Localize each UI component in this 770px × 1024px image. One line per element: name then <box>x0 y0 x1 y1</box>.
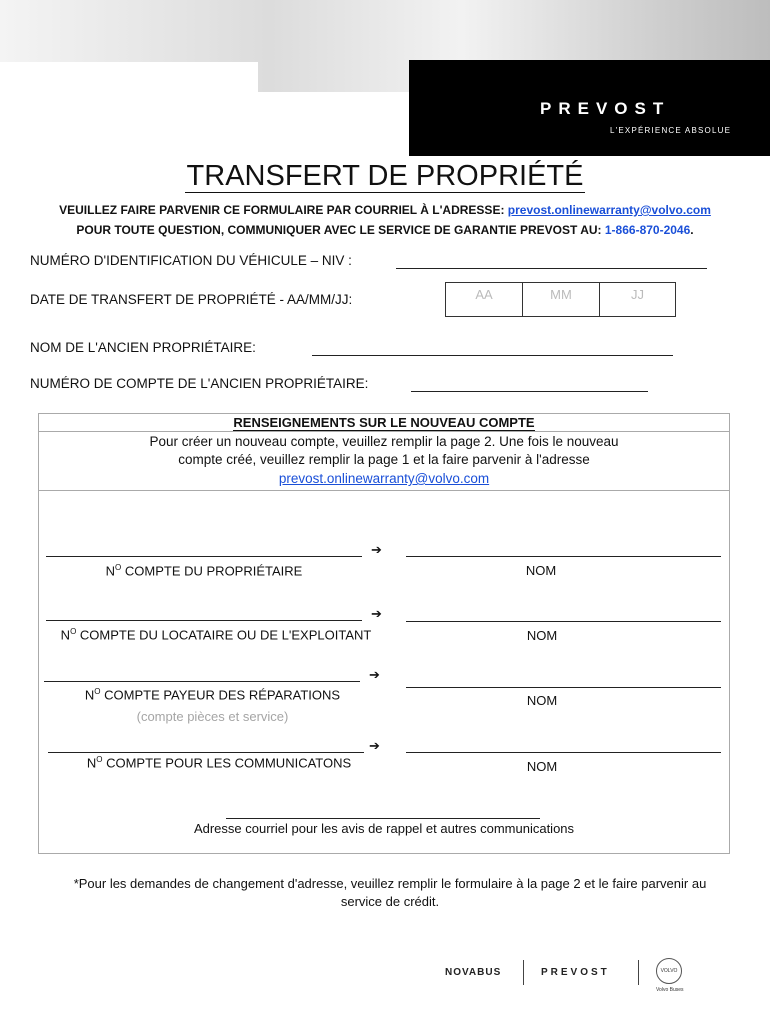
comms-name-label: NOM <box>526 759 558 774</box>
repairs-name-label: NOM <box>526 693 558 708</box>
owner-name-input-line[interactable] <box>406 556 721 557</box>
new-account-intro-email <box>38 471 730 486</box>
new-account-intro-1: Pour créer un nouveau compte, veuillez remplir la page 2. Une fois le nouveau <box>149 434 619 449</box>
footnote-line-1: *Pour les demandes de changement d'adresse, veuillez remplir le formulaire à la page 2 et le faire parvenir au <box>73 876 707 891</box>
date-year-box[interactable]: AA <box>445 282 523 317</box>
former-owner-label: NOM DE L'ANCIEN PROPRIÉTAIRE: <box>30 340 256 355</box>
date-month-box[interactable]: MM <box>522 282 600 317</box>
transfer-date-label: DATE DE TRANSFERT DE PROPRIÉTÉ - AA/MM/JJ: <box>30 292 353 307</box>
repairs-account-sublabel: (compte pièces et service) <box>136 709 289 724</box>
arrow-icon: ➔ <box>369 738 380 753</box>
prevost-footer-logo: PREVOST <box>541 967 610 978</box>
lessee-account-label: $N^O$ COMPTE DU LOCATAIRE OU DE L'EXPLOITANT <box>60 627 372 643</box>
arrow-icon: ➔ <box>369 667 380 682</box>
notification-email-label: Adresse courriel pour les avis de rappel et autres communications <box>193 821 575 836</box>
instruction-line-1: VEUILLEZ FAIRE PARVENIR CE FORMULAIRE PAR COURRIEL À L'ADRESSE: prevost.onlinewarranty@volvo.com <box>59 203 711 217</box>
vin-label: NUMÉRO D'IDENTIFICATION DU VÉHICULE – NIV : <box>30 253 352 268</box>
owner-account-label: $N^O$ COMPTE DU PROPRIÉTAIRE <box>105 563 303 579</box>
volvo-buses-text: Volvo Buses <box>656 987 684 993</box>
lessee-account-input-line[interactable] <box>46 620 362 621</box>
repairs-account-input-line[interactable] <box>44 681 360 682</box>
novabus-logo: NOVABUS <box>445 967 502 978</box>
lessee-name-input-line[interactable] <box>406 621 721 622</box>
repairs-account-label: $N^O$ COMPTE PAYEUR DES RÉPARATIONS <box>84 687 341 703</box>
footnote <box>40 875 740 911</box>
footer-divider <box>523 960 524 985</box>
page-title: TRANSFERT DE PROPRIÉTÉ <box>186 160 584 192</box>
phone-number[interactable]: 1-866-870-2046 <box>604 223 691 237</box>
arrow-icon: ➔ <box>371 606 382 621</box>
arrow-icon: ➔ <box>371 542 382 557</box>
header-white-band <box>0 62 258 96</box>
former-account-label: NUMÉRO DE COMPTE DE L'ANCIEN PROPRIÉTAIRE: <box>30 376 369 391</box>
notification-email-input-line[interactable] <box>226 818 540 819</box>
vin-input-line[interactable] <box>396 268 707 269</box>
footnote-line-2: service de crédit. <box>340 894 440 909</box>
footer-divider <box>638 960 639 985</box>
owner-account-input-line[interactable] <box>46 556 362 557</box>
instruction-line-2: POUR TOUTE QUESTION, COMMUNIQUER AVEC LE SERVICE DE GARANTIE PREVOST AU: 1-866-870-2046. <box>76 223 694 237</box>
comms-account-label: $N^O$ COMPTE POUR LES COMMUNICATONS <box>86 755 352 771</box>
new-account-intro-2: compte créé, veuillez remplir la page 1 et la faire parvenir à l'adresse <box>178 452 590 467</box>
former-owner-input-line[interactable] <box>312 355 673 356</box>
new-account-heading: RENSEIGNEMENTS SUR LE NOUVEAU COMPTE <box>38 413 730 432</box>
lessee-name-label: NOM <box>526 628 558 643</box>
repairs-name-input-line[interactable] <box>406 687 721 688</box>
prevost-logo: PREVOST <box>540 99 671 118</box>
date-day-box[interactable]: JJ <box>599 282 676 317</box>
comms-name-input-line[interactable] <box>406 752 721 753</box>
comms-account-input-line[interactable] <box>48 752 364 753</box>
former-account-input-line[interactable] <box>411 391 648 392</box>
email-link[interactable]: prevost.onlinewarranty@volvo.com <box>507 203 711 217</box>
owner-name-label: NOM <box>525 563 557 578</box>
logo-tagline: L'EXPÉRIENCE ABSOLUE <box>610 126 732 135</box>
volvo-logo: VOLVO <box>656 958 682 984</box>
intro-email-link[interactable]: prevost.onlinewarranty@volvo.com <box>278 471 490 486</box>
section-divider <box>38 490 730 491</box>
